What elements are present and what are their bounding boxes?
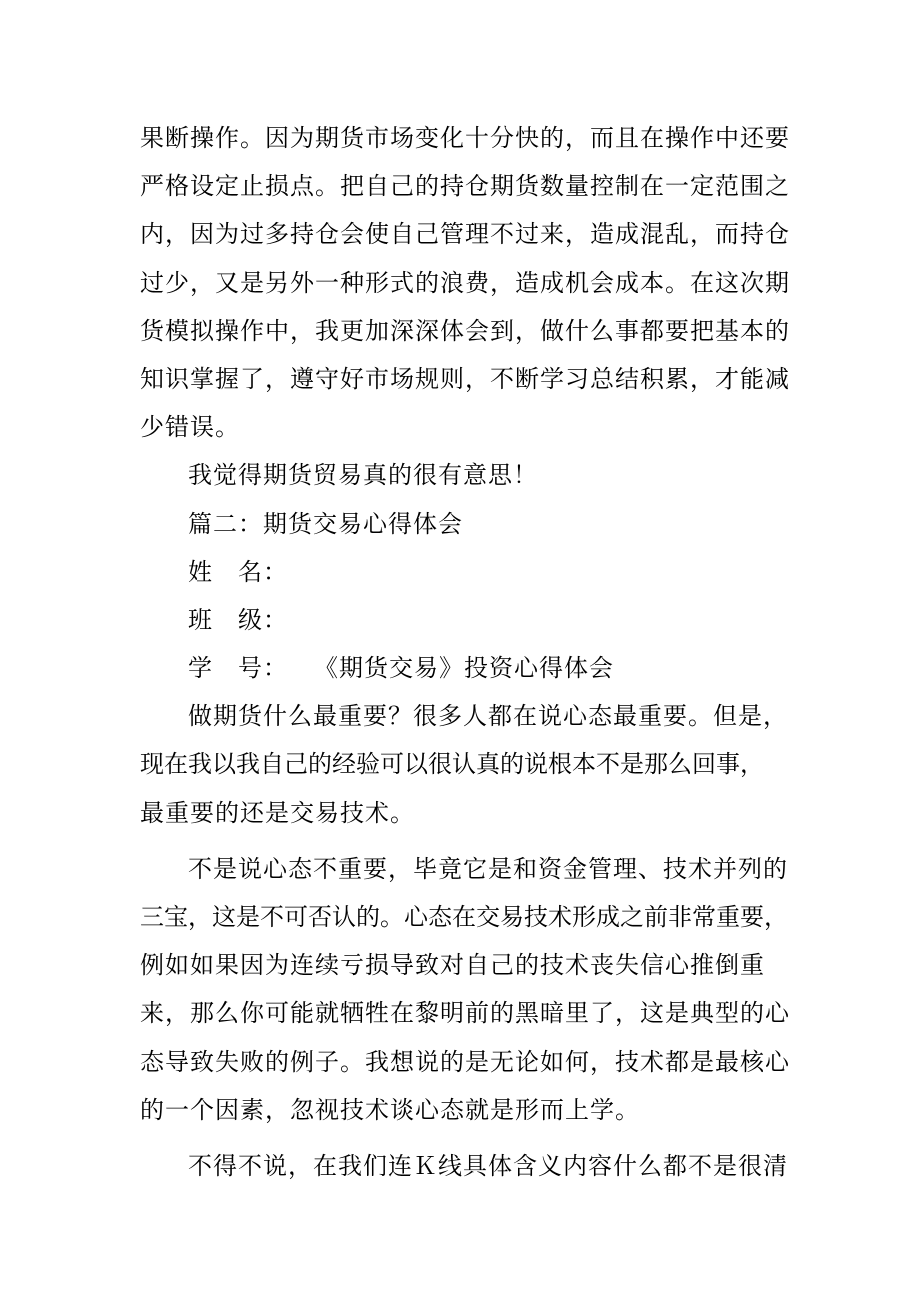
- text-line: 来，那么你可能就牺牲在黎明前的黑暗里了，这是典型的心: [140, 999, 790, 1028]
- text-line: 果断操作。因为期货市场变化十分快的，而且在操作中还要: [140, 124, 790, 152]
- paragraph-line: 不是说心态不重要，毕竟它是和资金管理、技术并列的: [188, 854, 788, 883]
- class-field-label: 班 级：: [188, 605, 288, 634]
- text-line: 内，因为过多持仓会使自己管理不过来，造成混乱，而持仓: [140, 220, 790, 249]
- text-line: 货模拟操作中，我更加深深体会到，做什么事都要把基本的: [140, 316, 790, 345]
- text-line: 严格设定止损点。把自己的持仓期货数量控制在一定范围之: [140, 172, 790, 201]
- name-field-label: 姓 名：: [188, 557, 288, 586]
- text-line: 少错误。: [140, 413, 240, 442]
- paragraph-gap: [140, 837, 785, 845]
- text-line: 过少，又是另外一种形式的浪费，造成机会成本。在这次期: [140, 268, 790, 297]
- text-line: 例如如果因为连续亏损导致对自己的技术丧失信心推倒重: [140, 951, 765, 980]
- text-line: 态导致失败的例子。我想说的是无论如何，技术都是最核心: [140, 1047, 790, 1076]
- paragraph-gap: [140, 1134, 785, 1142]
- document-body: [140, 114, 790, 1190]
- student-id-field-label: 学 号： 《期货交易》投资心得体会: [188, 654, 614, 683]
- text-line: 的一个因素，忽视技术谈心态就是形而上学。: [140, 1095, 640, 1124]
- text-line: 三宝，这是不可否认的。心态在交易技术形成之前非常重要，: [140, 903, 788, 931]
- text-line: 最重要的还是交易技术。: [140, 798, 415, 827]
- paragraph-line: 我觉得期货贸易真的很有意思！: [188, 461, 538, 490]
- text-line: 知识掌握了，遵守好市场规则，不断学习总结积累，才能减: [140, 364, 790, 393]
- paragraph-line: 不得不说，在我们连Ｋ线具体含义内容什么都不是很清: [188, 1151, 788, 1180]
- section-title: 篇二：期货交易心得体会: [188, 509, 463, 538]
- paragraph-line: 做期货什么最重要？很多人都在说心态最重要。但是，: [188, 702, 788, 731]
- text-line: 现在我以我自己的经验可以很认真的说根本不是那么回事，: [140, 750, 764, 779]
